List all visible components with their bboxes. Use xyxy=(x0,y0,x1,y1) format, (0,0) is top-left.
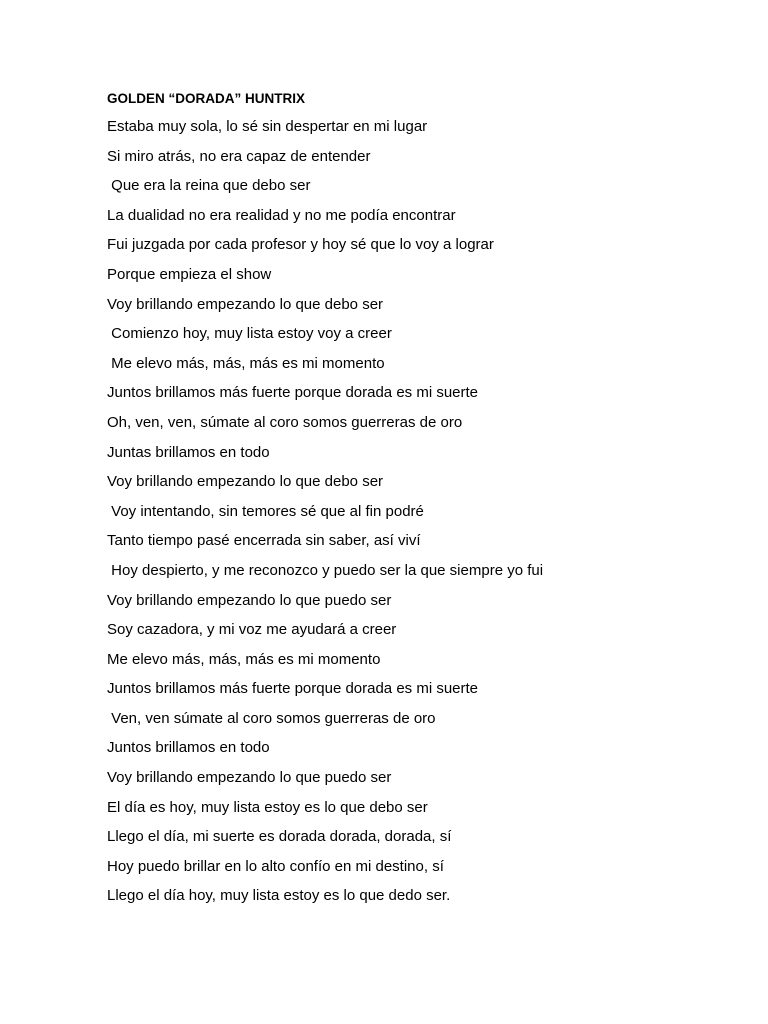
lyric-line: Juntos brillamos más fuerte porque dorada es mi suerte xyxy=(107,384,479,402)
lyric-line: Que era la reina que debo ser xyxy=(107,177,311,195)
lyric-line: Juntos brillamos más fuerte porque dorada es mi suerte xyxy=(107,680,479,698)
lyric-line: Oh, ven, ven, súmate al coro somos guerreras de oro xyxy=(107,413,463,431)
lyric-line: Fui juzgada por cada profesor y hoy sé que lo voy a lograr xyxy=(107,236,494,254)
lyric-line: Voy brillando empezando lo que debo ser xyxy=(107,295,384,313)
lyric-line: Hoy puedo brillar en lo alto confío en mi destino, sí xyxy=(107,857,444,875)
lyric-line: Juntas brillamos en todo xyxy=(107,443,270,461)
document-title: GOLDEN “DORADA” HUNTRIX xyxy=(107,91,305,106)
lyric-line: Juntos brillamos en todo xyxy=(107,739,270,757)
document-body xyxy=(107,89,727,916)
lyric-line: Hoy despierto, y me reconozco y puedo ser la que siempre yo fui xyxy=(107,561,544,579)
lyric-line: Llego el día, mi suerte es dorada dorada, dorada, sí xyxy=(107,828,452,846)
lyric-line: Estaba muy sola, lo sé sin despertar en mi lugar xyxy=(107,118,428,135)
lyric-line: Voy intentando, sin temores sé que al fin podré xyxy=(107,502,424,520)
lyric-line: Porque empieza el show xyxy=(107,265,272,283)
lyrics-list xyxy=(107,117,727,916)
lyric-line: Comienzo hoy, muy lista estoy voy a creer xyxy=(107,325,392,343)
lyric-line: Soy cazadora, y mi voz me ayudará a creer xyxy=(107,621,397,639)
lyric-line: Voy brillando empezando lo que debo ser xyxy=(107,473,384,491)
lyric-line: La dualidad no era realidad y no me podía encontrar xyxy=(107,206,456,224)
lyric-line: Me elevo más, más, más es mi momento xyxy=(107,354,385,372)
lyric-line: Tanto tiempo pasé encerrada sin saber, así viví xyxy=(107,532,421,550)
lyric-line: Llego el día hoy, muy lista estoy es lo que dedo ser. xyxy=(107,887,451,905)
lyric-line: El día es hoy, muy lista estoy es lo que debo ser xyxy=(107,798,428,816)
lyric-line: Ven, ven súmate al coro somos guerreras de oro xyxy=(107,709,436,727)
lyric-line: Voy brillando empezando lo que puedo ser xyxy=(107,769,392,787)
lyric-line: Si miro atrás, no era capaz de entender xyxy=(107,147,371,165)
lyric-line: Voy brillando empezando lo que puedo ser xyxy=(107,591,392,609)
lyric-line: Me elevo más, más, más es mi momento xyxy=(107,650,381,668)
